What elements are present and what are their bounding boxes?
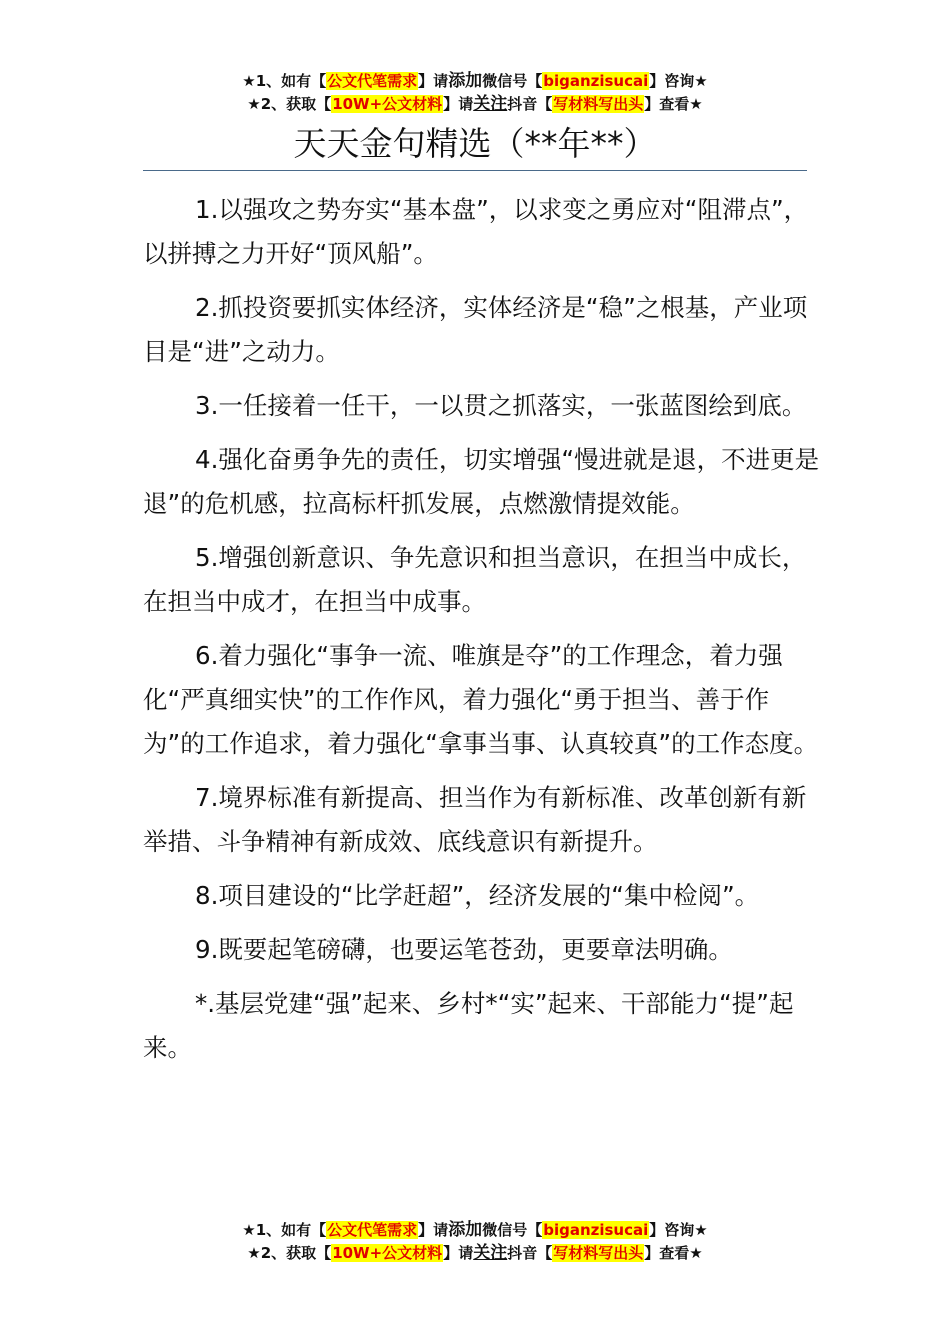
promo-text: ★1、如有【: [242, 1221, 327, 1239]
promo-text: 添加: [448, 71, 483, 91]
promo-text: 抖音【: [507, 1244, 553, 1262]
promo-line-2: [0, 1242, 950, 1265]
promo-text: 抖音【: [507, 95, 553, 113]
promo-highlight: 10W+公文材料: [332, 95, 443, 113]
promo-highlight: 写材料写出头: [553, 95, 644, 113]
promo-text: ★2、获取【: [247, 95, 332, 113]
paragraph: 6.着力强化“事争一流、唯旗是夺”的工作理念，着力强化“严真细实快”的工作作风，着力强化“勇于担当、善于作为”的工作追求，着力强化“拿事当事、认真较真”的工作态度。: [143, 641, 819, 758]
promo-text: 微信号【: [482, 1221, 543, 1239]
promo-wechat-id: biganzisucai: [543, 1221, 649, 1239]
promo-highlight: 写材料写出头: [553, 1244, 644, 1262]
promo-text: 】请: [418, 1221, 449, 1239]
promo-highlight: 公文代笔需求: [327, 1221, 418, 1239]
footer-promo: [0, 1219, 950, 1265]
promo-text: 】查看★: [644, 1244, 703, 1262]
promo-text: 】请: [443, 95, 474, 113]
promo-highlight: 10W+公文材料: [332, 1244, 443, 1262]
promo-text: 关注: [473, 94, 508, 114]
paragraph: 9.既要起笔磅礴，也要运笔苍劲，更要章法明确。: [195, 935, 733, 964]
promo-text: 关注: [473, 1243, 508, 1263]
paragraph: 3.一任接着一任干，一以贯之抓落实，一张蓝图绘到底。: [195, 391, 807, 420]
promo-text: 】请: [443, 1244, 474, 1262]
promo-wechat-id: biganzisucai: [543, 72, 649, 90]
promo-line-1: [0, 70, 950, 93]
promo-line-1: [0, 1219, 950, 1242]
promo-text: 】咨询★: [649, 72, 708, 90]
promo-text: 】请: [418, 72, 449, 90]
document-title: 天天金句精选（**年**）: [293, 124, 657, 163]
title-divider: [143, 170, 807, 171]
promo-text: ★1、如有【: [242, 72, 327, 90]
paragraph: 1.以强攻之势夯实“基本盘”，以求变之勇应对“阻滞点”，以拼搏之力开好“顶风船”。: [143, 195, 809, 268]
promo-text: 微信号【: [482, 72, 543, 90]
promo-highlight: 公文代笔需求: [327, 72, 418, 90]
paragraph: 5.增强创新意识、争先意识和担当意识，在担当中成长，在担当中成才，在担当中成事。: [143, 543, 807, 616]
promo-text: 】查看★: [644, 95, 703, 113]
paragraph: 7.境界标准有新提高、担当作为有新标准、改革创新有新举措、斗争精神有新成效、底线意识有新提升。: [143, 783, 807, 856]
paragraph: 8.项目建设的“比学赶超”，经济发展的“集中检阅”。: [195, 881, 760, 910]
promo-text: 】咨询★: [649, 1221, 708, 1239]
promo-line-2: [0, 93, 950, 116]
paragraph: 2.抓投资要抓实体经济，实体经济是“稳”之根基，产业项目是“进”之动力。: [143, 293, 808, 366]
paragraph: *.基层党建“强”起来、乡村*“实”起来、干部能力“提”起来。: [143, 989, 794, 1062]
promo-text: 添加: [448, 1220, 483, 1240]
promo-text: ★2、获取【: [247, 1244, 332, 1262]
paragraph: 4.强化奋勇争先的责任，切实增强“慢进就是退，不进更是退”的危机感，拉高标杆抓发展，点燃激情提效能。: [143, 445, 820, 518]
header-promo: [0, 70, 950, 116]
document-body: [143, 188, 823, 1080]
